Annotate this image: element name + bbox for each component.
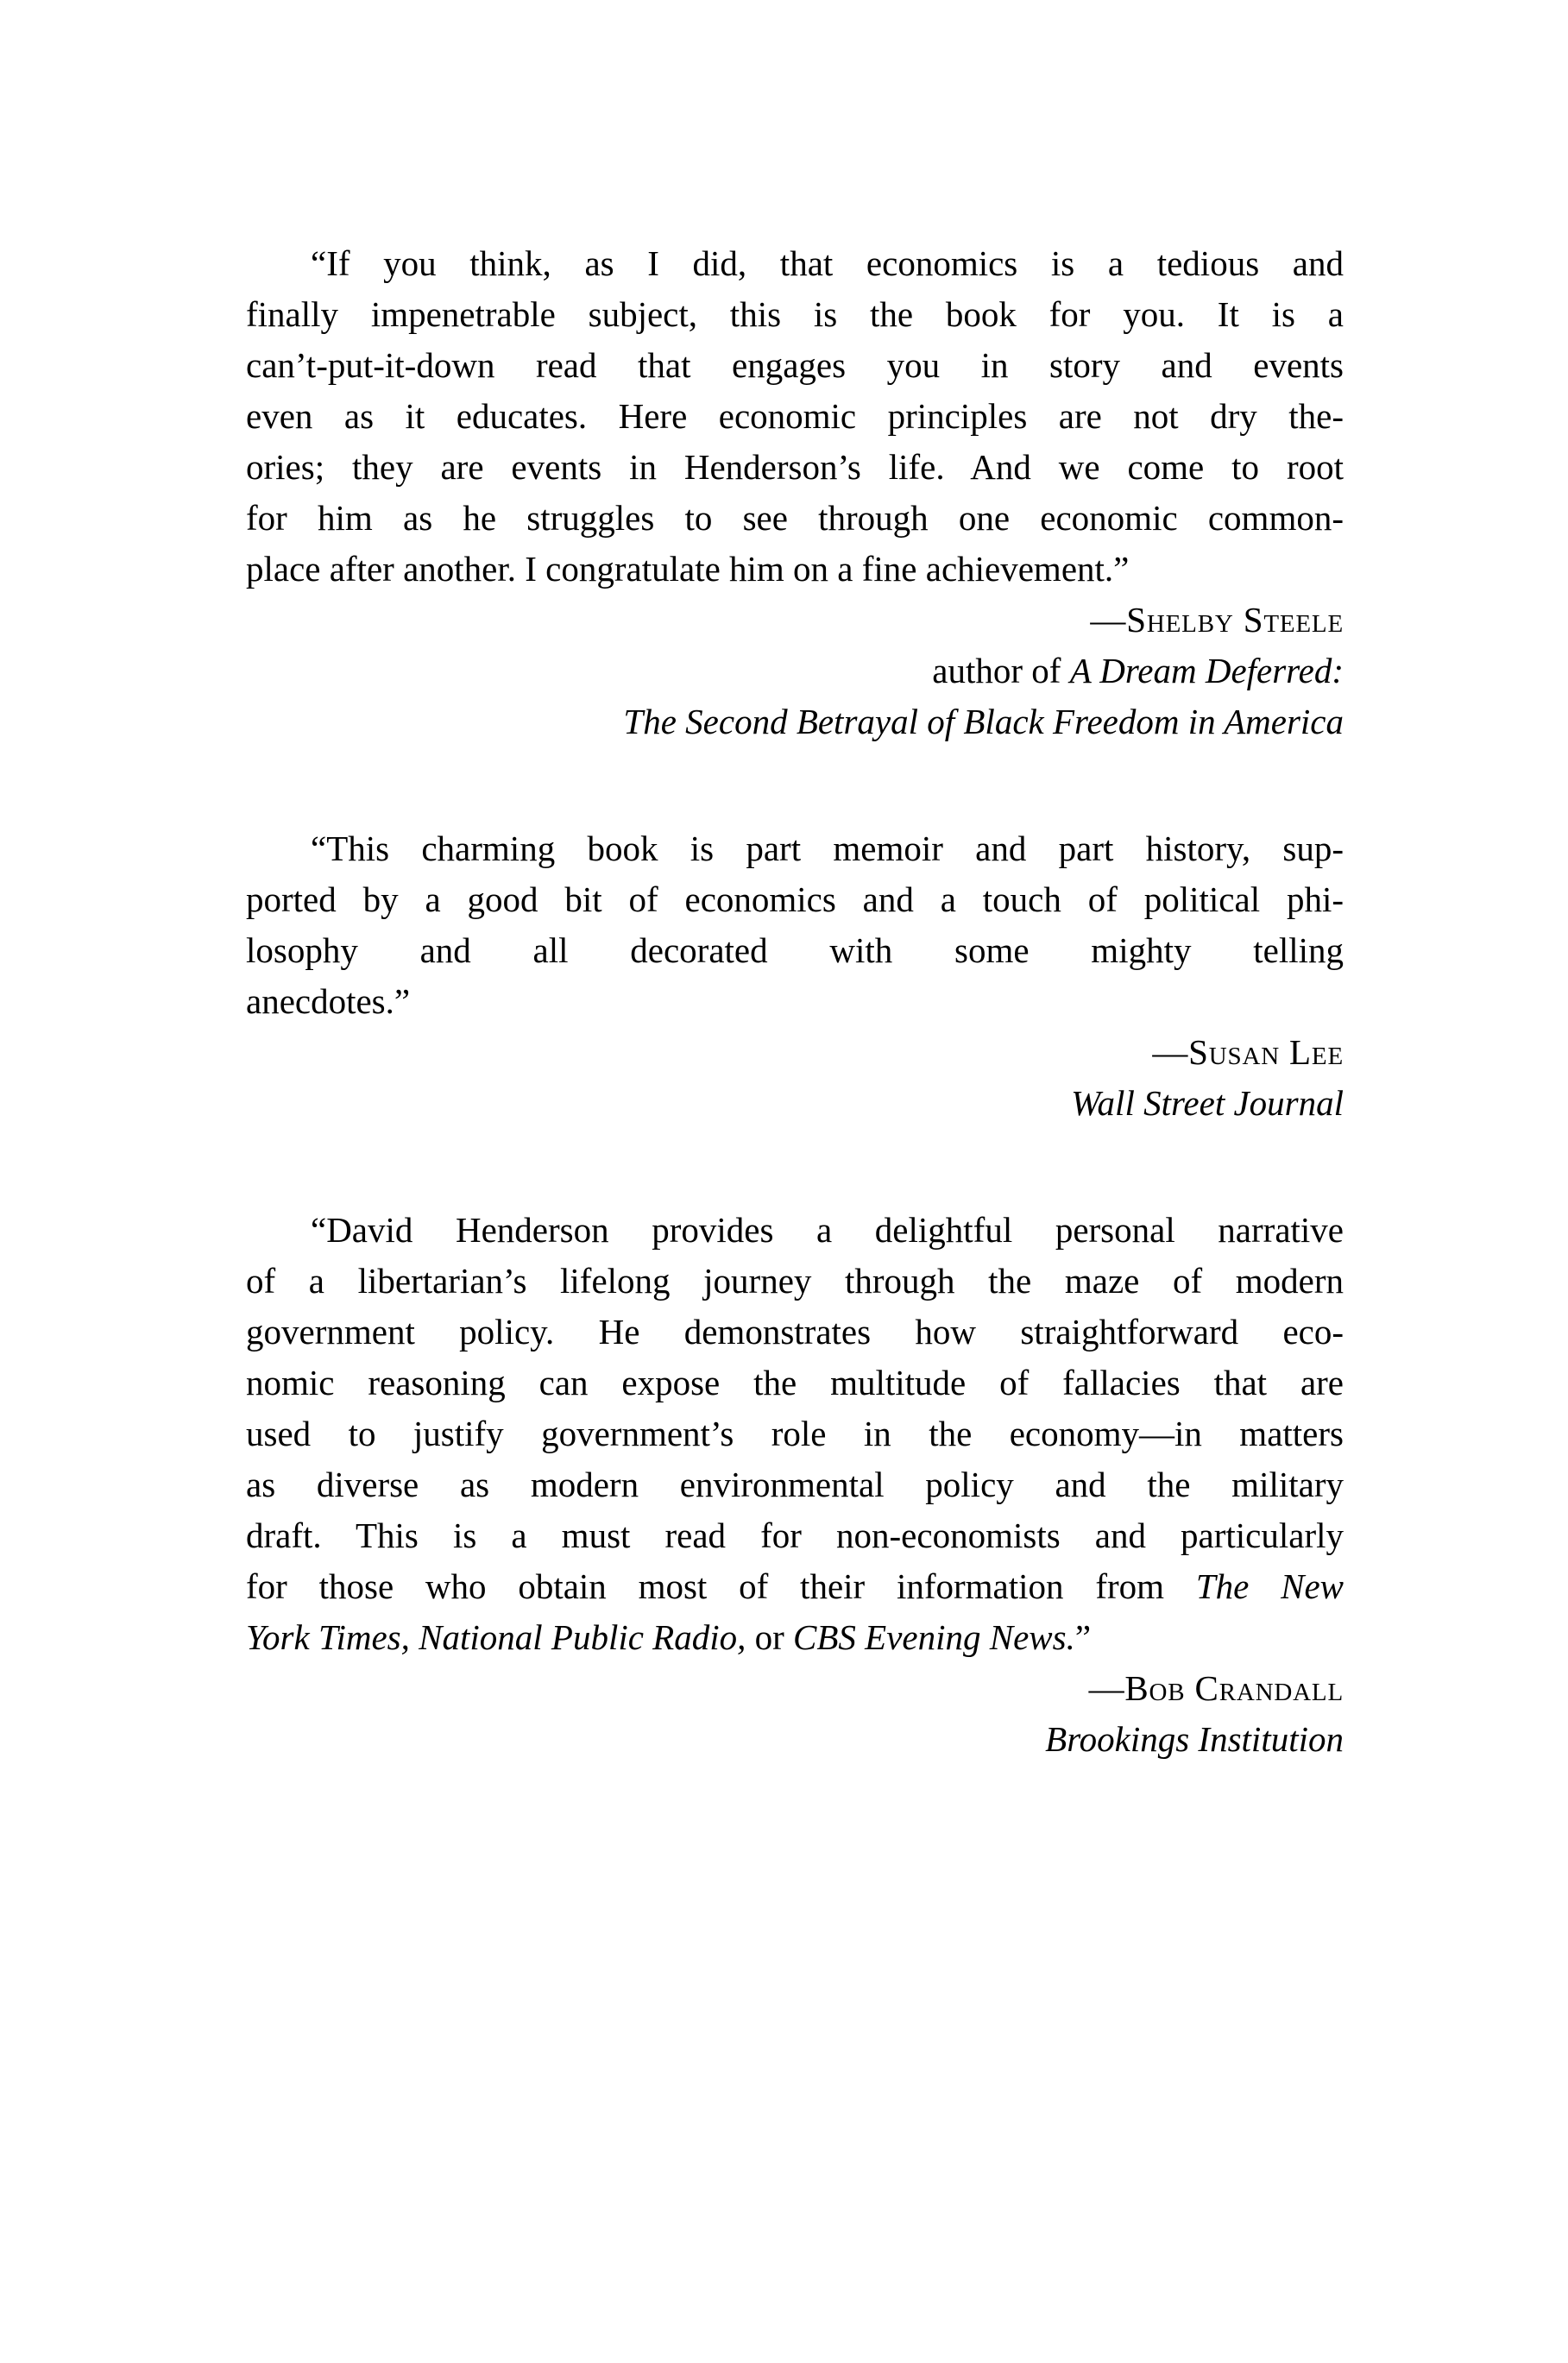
quote-block: [246, 1205, 1344, 1765]
text-run: author of: [932, 651, 1070, 690]
quote-block: [246, 238, 1344, 747]
quote-line: [246, 1408, 1344, 1459]
quote-line: [246, 493, 1344, 544]
text-run: Wall Street Journal: [1071, 1083, 1344, 1123]
quote-line: [246, 823, 1344, 874]
text-run: ”: [1074, 1617, 1092, 1657]
text-run: “David Henderson provides a delightful personal narrative: [311, 1210, 1344, 1250]
quote-line: [246, 1510, 1344, 1561]
text-run: for him as he struggles to see through one economic common-: [246, 498, 1344, 538]
text-run: finally impenetrable subject, this is the book for you. It is a: [246, 294, 1344, 334]
attribution-name: [246, 1663, 1344, 1714]
text-run: nomic reasoning can expose the multitude of fallacies that are: [246, 1363, 1344, 1402]
quote-line: [246, 976, 1344, 1027]
quote-line: [246, 544, 1344, 595]
text-run: losophy and all decorated with some mighty telling: [246, 930, 1344, 970]
text-run: used to justify government’s role in the economy—in matters: [246, 1414, 1344, 1453]
text-run: government policy. He demonstrates how straightforward eco-: [246, 1312, 1344, 1352]
quote-paragraph: [246, 823, 1344, 1027]
text-run: for those who obtain most of their information from: [246, 1566, 1196, 1606]
text-run: York Times, National Public Radio,: [246, 1617, 746, 1657]
text-run: anecdotes.”: [246, 981, 411, 1021]
quote-line: [246, 1561, 1344, 1612]
attribution-source: [246, 646, 1344, 696]
quote-line: [246, 340, 1344, 391]
quote-paragraph: [246, 1205, 1344, 1663]
quote-block: [246, 823, 1344, 1129]
quote-line: [246, 442, 1344, 493]
text-run: ories; they are events in Henderson’s life. And we come to root: [246, 447, 1344, 487]
text-run: —Bob Crandall: [1088, 1668, 1344, 1708]
text-run: The Second Betrayal of Black Freedom in America: [623, 702, 1344, 741]
quote-line: [246, 391, 1344, 442]
quote-line: [246, 1256, 1344, 1307]
text-run: —Shelby Steele: [1090, 600, 1344, 640]
quote-line: [246, 874, 1344, 925]
quote-line: [246, 1612, 1344, 1663]
attribution: [246, 1663, 1344, 1765]
attribution-source: [246, 1078, 1344, 1129]
text-run: “This charming book is part memoir and part history, sup-: [311, 829, 1344, 868]
text-run: as diverse as modern environmental policy and the military: [246, 1465, 1344, 1504]
quote-line: [246, 1205, 1344, 1256]
text-run: ported by a good bit of economics and a touch of political phi-: [246, 879, 1344, 919]
attribution: [246, 595, 1344, 747]
quote-line: [246, 238, 1344, 289]
text-run: A Dream Deferred:: [1069, 651, 1344, 690]
text-run: even as it educates. Here economic principles are not dry the-: [246, 396, 1344, 436]
text-run: Brookings Institution: [1045, 1719, 1344, 1759]
text-run: The New: [1195, 1566, 1344, 1606]
attribution-name: [246, 1027, 1344, 1078]
text-run: can’t-put-it-down read that engages you in story and events: [246, 345, 1344, 385]
text-run: “If you think, as I did, that economics is a tedious and: [311, 243, 1344, 283]
quote-line: [246, 1307, 1344, 1358]
attribution: [246, 1027, 1344, 1129]
text-run: CBS Evening News.: [793, 1617, 1075, 1657]
attribution-name: [246, 595, 1344, 646]
text-run: —Susan Lee: [1152, 1032, 1344, 1072]
quote-line: [246, 925, 1344, 976]
quote-line: [246, 289, 1344, 340]
quote-line: [246, 1358, 1344, 1408]
attribution-source: [246, 696, 1344, 747]
quote-line: [246, 1459, 1344, 1510]
quote-paragraph: [246, 238, 1344, 595]
attribution-source: [246, 1714, 1344, 1765]
text-run: draft. This is a must read for non-economists and particularly: [246, 1515, 1344, 1555]
text-run: place after another. I congratulate him on a fine achievement.”: [246, 549, 1130, 589]
quotes-container: [246, 238, 1344, 1765]
text-run: or: [746, 1617, 794, 1657]
text-run: of a libertarian’s lifelong journey through the maze of modern: [246, 1261, 1344, 1301]
